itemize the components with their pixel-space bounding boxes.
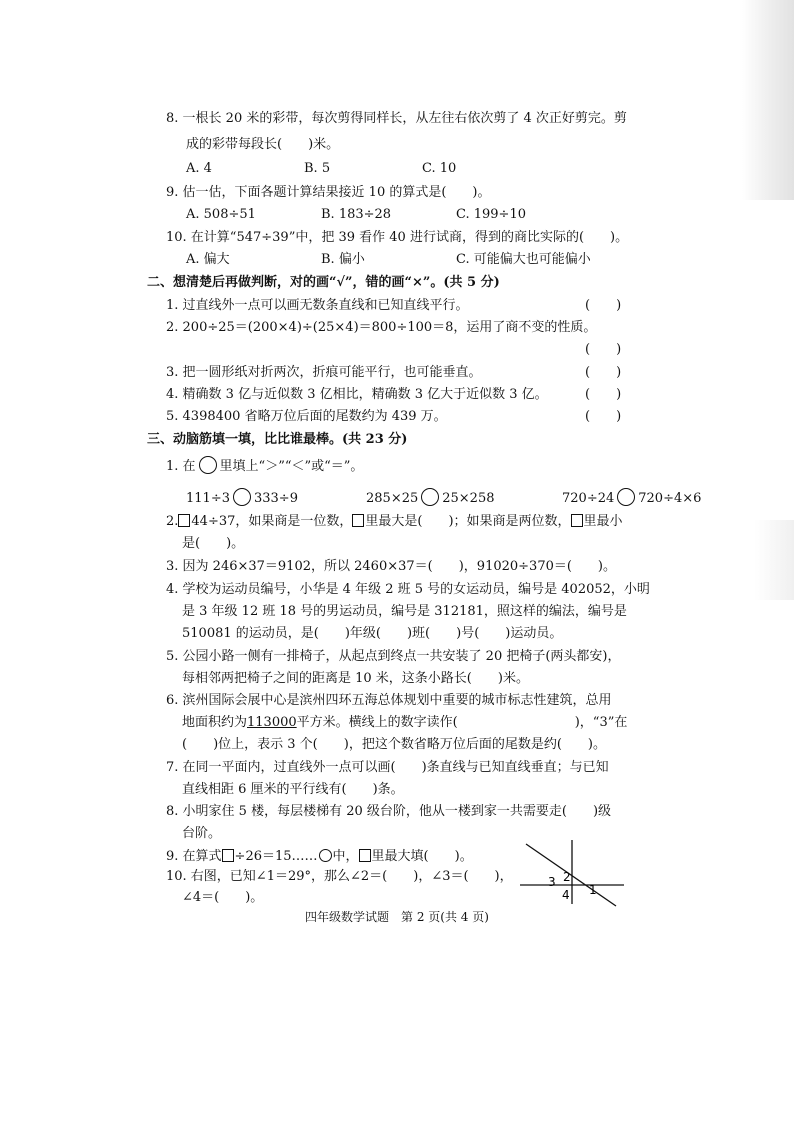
s2-item-3: 3. 把一圆形纸对折两次，折痕可能平行，也可能垂直。	[166, 365, 482, 380]
q10-options	[186, 251, 591, 269]
square-blank-icon	[178, 514, 190, 527]
s3-q1-comparisons	[186, 488, 701, 508]
square-blank-icon	[352, 514, 364, 527]
q8-line1: 8. 一根长 20 米的彩带，每次剪得同样长，从左往右依次剪了 4 次正好剪完。剪	[166, 111, 627, 126]
q9-option-b: B. 183÷28	[321, 207, 392, 222]
comparison-item	[562, 488, 701, 508]
s3-q6-text-b: 平方米。横线上的数字读作( )，“3”在	[296, 715, 628, 730]
s3-q7-line2: 直线相距 6 厘米的平行线有( )条。	[182, 782, 404, 797]
circle-blank-icon	[319, 849, 332, 862]
s3-q2-text-c: 里最小	[583, 514, 623, 529]
q10-option-a: A. 偏大	[186, 252, 230, 267]
q8-option-c: C. 10	[422, 161, 457, 176]
s2-answer-4[interactable]: ( )	[585, 387, 622, 402]
comparison-right: 333÷9	[253, 491, 298, 506]
s3-q10-line2: ∠4＝( )。	[182, 890, 264, 905]
s3-q2-text-b: 里最大是( )；如果商是两位数，	[365, 514, 571, 529]
s3-q2-num: 2.	[166, 514, 179, 529]
comparison-left: 111÷3	[186, 491, 230, 506]
angle-label-4: 4	[562, 888, 570, 902]
square-blank-icon	[571, 514, 583, 527]
answer-circle[interactable]	[233, 488, 251, 506]
s3-q9-post: 里最大填( )。	[371, 849, 473, 864]
q10-text: 10. 在计算“547÷39”中，把 39 看作 40 进行试商，得到的商比实际的( )。	[166, 230, 629, 245]
answer-circle[interactable]	[421, 488, 439, 506]
angle-label-2: 2	[563, 870, 571, 884]
q8-option-b: B. 5	[304, 161, 331, 176]
scan-page-edge	[754, 520, 794, 600]
comparison-item	[186, 488, 366, 508]
s3-q1-post: 里填上“＞”“＜”或“＝”。	[219, 459, 364, 474]
angle-figure	[516, 838, 628, 910]
s2-item-4: 4. 精确数 3 亿与近似数 3 亿相比，精确数 3 亿大于近似数 3 亿。	[166, 387, 548, 402]
scan-page-edge	[742, 0, 794, 200]
square-blank-icon	[359, 849, 371, 862]
s2-item-1: 1. 过直线外一点可以画无数条直线和已知直线平行。	[166, 298, 469, 313]
square-blank-icon	[222, 849, 234, 862]
q9-option-a: A. 508÷51	[186, 207, 256, 222]
q8-line2: 成的彩带每段长( )米。	[186, 137, 340, 152]
circle-blank-icon	[199, 456, 217, 474]
s2-item-5: 5. 4398400 省略万位后面的尾数约为 439 万。	[166, 409, 447, 424]
section3-title: 三、动脑筋填一填，比比谁最棒。(共 23 分)	[147, 432, 408, 447]
comparison-right: 720÷4×6	[638, 491, 702, 506]
page-footer: 四年级数学试题 第 2 页(共 4 页)	[305, 910, 489, 924]
q8-options	[186, 160, 456, 178]
s3-q2-line1	[166, 513, 623, 531]
q10-option-c: C. 可能偏大也可能偏小	[456, 252, 591, 267]
s3-q10-line1: 10. 右图，已知∠1＝29°，那么∠2＝( )，∠3＝( )，	[166, 869, 513, 884]
comparison-left: 285×25	[366, 491, 419, 506]
s3-q9-mid: ÷26＝15……	[234, 849, 318, 864]
s3-q1-pre: 1. 在	[166, 459, 196, 474]
s3-q9-pre: 9. 在算式	[166, 849, 222, 864]
angle-label-1: 1	[589, 883, 597, 897]
s2-answer-2[interactable]: ( )	[585, 342, 622, 357]
s3-q1-text	[166, 456, 363, 476]
underlined-number: 113000	[247, 715, 297, 730]
s3-q6-line1: 6. 滨州国际会展中心是滨州四环五海总体规划中重要的城市标志性建筑，总用	[166, 693, 612, 708]
comparison-right: 25×258	[442, 491, 495, 506]
s3-q4-line1: 4. 学校为运动员编号，小华是 4 年级 2 班 5 号的女运动员，编号是 402052，小明	[166, 582, 650, 597]
s3-q8-line2: 台阶。	[182, 826, 222, 841]
section2-title: 二、想清楚后再做判断，对的画“√”，错的画“×”。(共 5 分)	[147, 275, 500, 290]
s3-q2-text-a: 44÷37，如果商是一位数，	[191, 514, 353, 529]
answer-circle[interactable]	[617, 488, 635, 506]
s2-answer-3[interactable]: ( )	[585, 365, 622, 380]
s3-q9	[166, 848, 473, 866]
angle-label-3: 3	[548, 875, 556, 889]
s3-q3: 3. 因为 246×37＝9102，所以 2460×37＝( )，91020÷370＝( )。	[166, 559, 616, 574]
s3-q6-line2	[182, 714, 627, 732]
q9-text: 9. 估一估，下面各题计算结果接近 10 的算式是( )。	[166, 185, 491, 200]
s3-q9-mid2: 中，	[332, 849, 359, 864]
diagonal-line	[526, 844, 616, 906]
s3-q7-line1: 7. 在同一平面内，过直线外一点可以画( )条直线与已知直线垂直；与已知	[166, 760, 609, 775]
s2-item-2: 2. 200÷25＝(200×4)÷(25×4)＝800÷100＝8，运用了商不变的性质。	[166, 320, 597, 335]
s3-q6-line3: ( )位上，表示 3 个( )，把这个数省略万位后面的尾数是约( )。	[182, 737, 606, 752]
s3-q2-line2: 是( )。	[182, 536, 245, 551]
comparison-item	[366, 488, 562, 508]
q10-option-b: B. 偏小	[321, 252, 365, 267]
s3-q5-line1: 5. 公园小路一侧有一排椅子，从起点到终点一共安装了 20 把椅子(两头都安)，	[166, 649, 621, 664]
s3-q5-line2: 每相邻两把椅子之间的距离是 10 米，这条小路长( )米。	[182, 671, 529, 686]
q9-option-c: C. 199÷10	[456, 207, 526, 222]
q9-options	[186, 206, 526, 224]
s2-answer-1[interactable]: ( )	[585, 298, 622, 313]
s3-q4-line2: 是 3 年级 12 班 18 号的男运动员，编号是 312181，照这样的编法，编号是	[182, 604, 627, 619]
s3-q6-text-a: 地面积约为	[182, 715, 248, 730]
q8-option-a: A. 4	[186, 161, 212, 176]
s3-q4-line3: 510081 的运动员，是( )年级( )班( )号( )运动员。	[182, 626, 563, 641]
comparison-left: 720÷24	[562, 491, 615, 506]
s2-answer-5[interactable]: ( )	[585, 409, 622, 424]
s3-q8-line1: 8. 小明家住 5 楼，每层楼梯有 20 级台阶，他从一楼到家一共需要走( )级	[166, 804, 612, 819]
